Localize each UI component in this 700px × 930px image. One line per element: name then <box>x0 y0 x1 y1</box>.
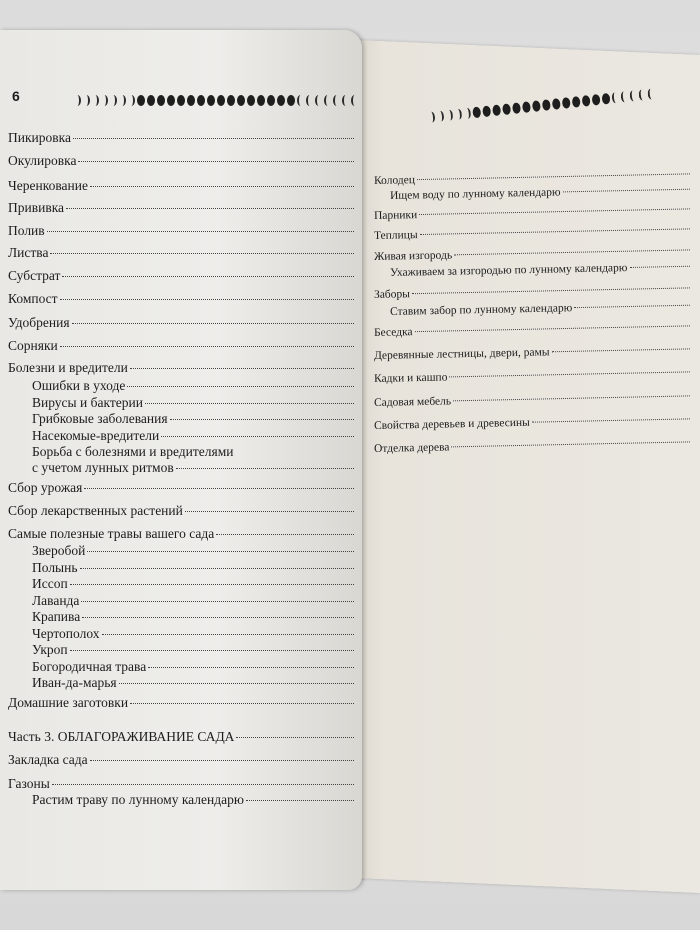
toc-entry <box>32 428 356 444</box>
toc-entry-title: Борьба с болезнями и вредителями <box>32 444 234 459</box>
toc-entry-title: Удобрения <box>8 315 70 330</box>
toc-entry-title: Компост <box>8 291 58 306</box>
toc-entry-title: Ошибки в уходе <box>32 378 126 393</box>
moon-icon <box>532 100 541 112</box>
toc-entry <box>32 560 356 576</box>
moon-icon <box>197 95 205 106</box>
toc-entry-title: Парники <box>373 209 418 222</box>
dot-leader <box>60 299 354 300</box>
toc-entry-title: Иссоп <box>32 576 68 591</box>
toc-entry <box>32 659 356 675</box>
toc-entry-title: Беседка <box>373 326 413 339</box>
toc-entry <box>8 526 356 542</box>
moon-icon <box>572 96 581 108</box>
dot-leader <box>102 634 354 635</box>
moon-icon <box>463 108 471 120</box>
moon-icon <box>227 95 235 106</box>
dot-leader <box>552 348 690 352</box>
moon-icon <box>552 98 561 110</box>
moon-icon <box>351 95 358 106</box>
dot-leader <box>629 266 690 268</box>
moon-icon <box>472 106 481 118</box>
toc-entry-title: Свойства деревьев и древесины <box>373 416 530 432</box>
toc-entry <box>8 503 356 519</box>
moon-icon <box>436 110 444 122</box>
toc-entry-title: Растим траву по лунному календарю <box>32 792 244 807</box>
dot-leader <box>453 395 690 401</box>
toc-entry-title: Колодец <box>373 174 416 187</box>
dot-leader <box>80 568 354 569</box>
moon-icon <box>147 95 155 106</box>
dot-leader <box>170 419 354 420</box>
toc-entry-title: Полив <box>8 223 45 238</box>
toc-entry-title: Вирусы и бактерии <box>32 395 143 410</box>
dot-leader <box>70 584 354 585</box>
toc-entry-title: Домашние заготовки <box>8 695 129 710</box>
dot-leader <box>161 436 354 437</box>
toc-entry-title: Ищем воду по лунному календарю <box>389 186 561 202</box>
dot-leader <box>47 231 354 232</box>
dot-leader <box>176 468 354 469</box>
dot-leader <box>415 325 690 332</box>
dot-leader <box>90 760 354 761</box>
toc-entry-title: Субстрат <box>8 268 61 283</box>
toc-entry <box>8 178 356 194</box>
dot-leader <box>62 276 354 277</box>
toc-entry-title: Черенкование <box>8 178 88 193</box>
toc-entry-title: Сбор урожая <box>8 480 83 495</box>
toc-entry-title: Насекомые-вредители <box>32 428 160 443</box>
toc-entry <box>8 200 356 216</box>
dot-leader <box>60 346 354 347</box>
moon-icon <box>207 95 215 106</box>
dot-leader <box>216 534 354 535</box>
dot-leader <box>412 287 690 294</box>
dot-leader <box>454 249 690 255</box>
dot-leader <box>50 253 354 254</box>
toc-entry <box>32 675 356 691</box>
dot-leader <box>420 228 690 235</box>
toc-entry-title: Листва <box>8 245 49 260</box>
toc-entry-title: Лаванда <box>32 593 80 608</box>
toc-entry-title: Отделка дерева <box>373 441 450 455</box>
moon-icon <box>315 95 322 106</box>
toc-entry <box>8 360 356 376</box>
moon-icon <box>137 95 145 106</box>
dot-leader <box>563 189 690 193</box>
toc-entry-title: Крапива <box>32 609 81 624</box>
toc-entry-title: Закладка сада <box>8 752 88 767</box>
toc-entry <box>32 411 356 427</box>
moon-icon <box>128 95 135 106</box>
toc-entry-title: Укроп <box>32 642 68 657</box>
dot-leader <box>419 208 690 215</box>
dot-leader <box>78 161 354 162</box>
dot-leader <box>574 305 690 308</box>
moon-icon <box>562 97 571 109</box>
toc-entry-title: Полынь <box>32 560 78 575</box>
toc-entry-title: Деревянные лестницы, двери, рамы <box>373 346 550 362</box>
toc-entry-title: Газоны <box>8 776 50 791</box>
toc-entry-title: Богородичная трава <box>32 659 147 674</box>
dot-leader <box>185 511 354 512</box>
dot-leader <box>90 186 354 187</box>
moon-icon <box>306 95 313 106</box>
toc-entry-title: Чертополох <box>32 626 100 641</box>
moon-icon <box>427 111 435 123</box>
dot-leader <box>84 488 354 489</box>
toc-entry <box>32 609 356 625</box>
toc-entry-title: Прививка <box>8 200 65 215</box>
moon-icon <box>74 95 81 106</box>
dot-leader <box>87 551 354 552</box>
toc-entry-title: Окулировка <box>8 153 77 168</box>
toc-entry-title: Садовая мебель <box>373 395 452 409</box>
moon-icon <box>277 95 285 106</box>
toc-entry <box>32 642 356 658</box>
toc-entry-title: Сбор лекарственных растений <box>8 503 183 518</box>
moon-icon <box>333 95 340 106</box>
toc-entry <box>8 268 356 284</box>
moon-icon <box>638 89 646 101</box>
moon-icon <box>647 88 655 100</box>
toc-entry-title: Зверобой <box>32 543 86 558</box>
moon-icon <box>342 95 349 106</box>
toc-entry <box>8 776 356 792</box>
toc-entry <box>8 729 356 745</box>
moon-icon <box>629 90 637 102</box>
dot-leader <box>130 703 354 704</box>
toc-entry <box>8 291 356 307</box>
moon-icon <box>324 95 331 106</box>
moon-icon <box>110 95 117 106</box>
toc-entry-title: Иван-да-марья <box>32 675 117 690</box>
dot-leader <box>148 667 354 668</box>
moon-icon <box>267 95 275 106</box>
moon-icon <box>157 95 165 106</box>
toc-entry <box>8 223 356 239</box>
toc-entry <box>8 130 356 146</box>
toc-entry <box>8 338 356 354</box>
toc-entry-title: Живая изгородь <box>373 249 453 263</box>
moon-icon <box>247 95 255 106</box>
dot-leader <box>451 441 689 447</box>
toc-entry <box>32 626 356 642</box>
toc-entry <box>32 460 356 476</box>
dot-leader <box>119 683 354 684</box>
dot-leader <box>417 173 690 180</box>
toc-entry <box>32 395 356 411</box>
dot-leader <box>145 403 354 404</box>
dot-leader <box>532 418 690 422</box>
moon-icon <box>101 95 108 106</box>
moon-icon <box>542 99 551 111</box>
dot-leader <box>81 601 354 602</box>
moon-icon <box>83 95 90 106</box>
dot-leader <box>70 650 354 651</box>
toc-entry-title: Пикировка <box>8 130 71 145</box>
dot-leader <box>130 368 354 369</box>
dot-leader <box>72 323 354 324</box>
moon-icon <box>287 95 295 106</box>
moon-icon <box>620 91 628 103</box>
toc-entry <box>32 593 356 609</box>
toc-entry-title: Кадки и кашпо <box>373 371 448 385</box>
toc-entry-title: Ухаживаем за изгородью по лунному календарю <box>389 262 628 279</box>
moon-icon <box>611 92 619 104</box>
toc-entry-title: Сорняки <box>8 338 58 353</box>
moon-icon <box>187 95 195 106</box>
toc-entry-title: Болезни и вредители <box>8 360 128 375</box>
moon-icon <box>601 93 610 105</box>
dot-leader <box>246 800 354 801</box>
dot-leader <box>82 617 354 618</box>
moon-phase-ornament-left <box>74 95 358 106</box>
toc-entry <box>8 245 356 261</box>
dot-leader <box>52 784 354 785</box>
moon-icon <box>167 95 175 106</box>
toc-entry <box>8 153 356 169</box>
moon-icon <box>522 101 531 113</box>
toc-entry-title: Грибковые заболевания <box>32 411 168 426</box>
toc-entry-title: Часть 3. ОБЛАГОРАЖИВАНИЕ САДА <box>8 729 235 744</box>
toc-entry <box>32 576 356 592</box>
toc-entry-title: Ставим забор по лунному календарю <box>389 302 573 318</box>
moon-icon <box>445 109 453 121</box>
moon-icon <box>119 95 126 106</box>
page-number: 6 <box>12 88 20 104</box>
dot-leader <box>73 138 354 139</box>
moon-icon <box>492 104 501 116</box>
toc-entry <box>32 378 356 394</box>
toc-entry <box>32 543 356 559</box>
dot-leader <box>236 737 354 738</box>
moon-icon <box>482 105 491 117</box>
toc-entry-title: Теплицы <box>373 229 418 242</box>
toc-entry <box>8 480 356 496</box>
dot-leader <box>449 371 690 377</box>
moon-icon <box>592 94 601 106</box>
moon-icon <box>257 95 265 106</box>
right-page <box>356 40 700 893</box>
toc-entry <box>32 444 356 460</box>
moon-icon <box>237 95 245 106</box>
moon-icon <box>512 102 521 114</box>
toc-entry <box>8 315 356 331</box>
toc-entry <box>32 792 356 808</box>
moon-icon <box>582 95 591 107</box>
moon-icon <box>297 95 304 106</box>
toc-entry-title: Самые полезные травы вашего сада <box>8 526 215 541</box>
moon-icon <box>217 95 225 106</box>
moon-icon <box>502 103 511 115</box>
toc-entry-title: Заборы <box>373 288 411 301</box>
toc-entry-title: с учетом лунных ритмов <box>32 460 174 475</box>
moon-icon <box>177 95 185 106</box>
toc-entry <box>8 695 356 711</box>
dot-leader <box>127 386 354 387</box>
moon-icon <box>454 108 462 120</box>
dot-leader <box>66 208 354 209</box>
toc-entry <box>8 752 356 768</box>
moon-icon <box>92 95 99 106</box>
